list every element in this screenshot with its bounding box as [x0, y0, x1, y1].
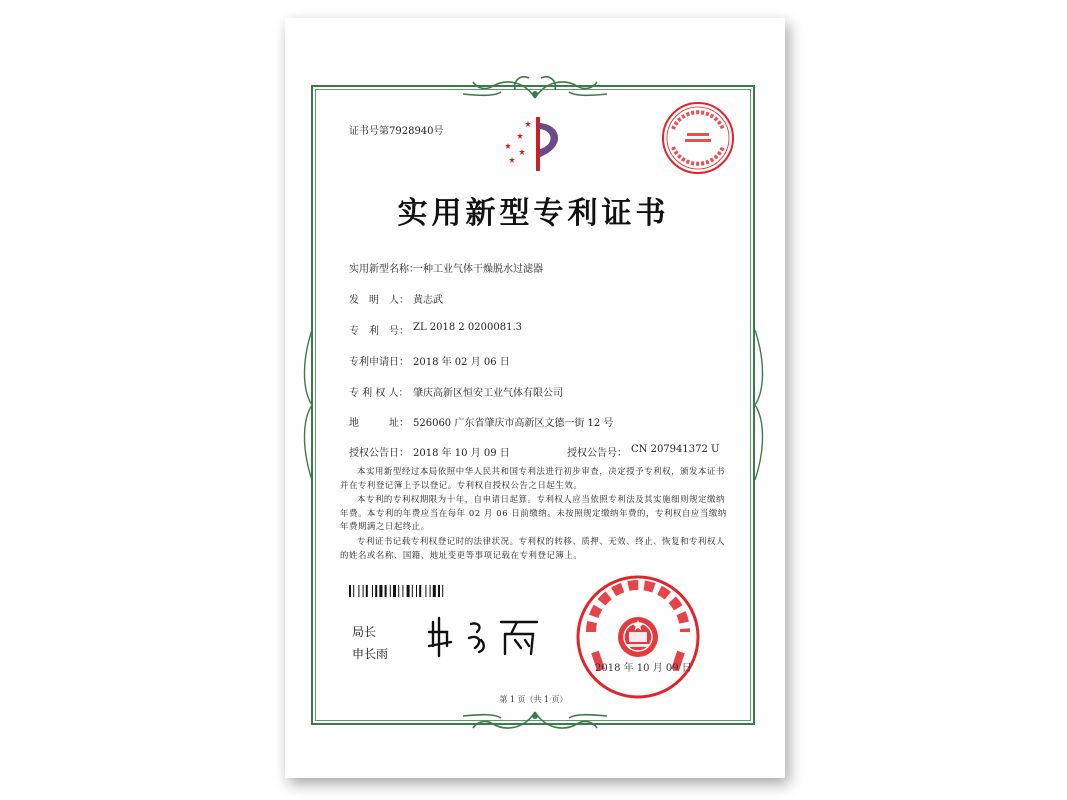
- certificate-title: 实用新型专利证书: [397, 196, 670, 231]
- barcode-bar: [412, 585, 413, 597]
- barcode: [349, 585, 475, 597]
- barcode-bar: [407, 585, 410, 597]
- barcode-bar: [393, 585, 396, 597]
- barcode-bar: [385, 585, 387, 597]
- field-label-address: 地 址：: [349, 418, 409, 429]
- field-value-inventor: 黄志武: [413, 295, 443, 306]
- barcode-bar: [366, 585, 368, 597]
- left-ornament: [298, 330, 320, 480]
- page-number: 第 1 页（共 1 页）: [499, 695, 568, 704]
- certificate-number: 证书号第7928940号: [349, 126, 444, 137]
- field-label-patentee: 专 利 权 人：: [349, 388, 409, 399]
- paragraph-register: 专利证书记载专利权登记时的法律状况。专利权的转移、质押、无效、终止、恢复和专利权人的姓名或名称、国籍、地址变更等事项记载在专利登记簿上。: [340, 536, 725, 560]
- barcode-bar: [398, 585, 399, 597]
- field-value-announce-no: CN 207941372 U: [631, 444, 720, 455]
- field-label-inventor: 发 明 人：: [349, 295, 409, 306]
- paragraph-term: 本专利的专利权期限为十年，自申请日起算。专利权人应当依照专利法及其实施细则规定缴纳年费。本专利的年费应当在每年 02 月 06 日前缴纳。未按照规定缴纳年费的，专利权自应当缴纳年费期满之日起终止。: [340, 494, 727, 532]
- director-title: 局长: [352, 625, 377, 639]
- field-value-grant-date: 2018 年 10 月 09 日: [413, 448, 510, 459]
- barcode-bar: [358, 585, 359, 597]
- top-ornament: [455, 64, 615, 104]
- barcode-bar: [425, 585, 426, 597]
- bottom-ornament: [455, 708, 615, 744]
- field-label-filing-date: 专利申请日：: [349, 357, 409, 368]
- barcode-bar: [442, 585, 443, 597]
- paragraph-grant: 本实用新型经过本局依照中华人民共和国专利法进行初步审查，决定授予专利权，颁发本证书并在专利登记簿上予以登记。专利权自授权公告之日起生效。: [340, 466, 725, 490]
- barcode-bar: [353, 585, 354, 597]
- field-value-patent-no: ZL 2018 2 0200081.3: [413, 322, 523, 333]
- field-value-patentee: 肇庆高新区恒安工业气体有限公司: [413, 388, 563, 399]
- barcode-bar: [390, 585, 391, 597]
- national-ip-office-seal: [573, 572, 703, 702]
- barcode-bar: [430, 585, 431, 597]
- seal-date: 2018 年 10 月 09 日: [595, 663, 692, 674]
- barcode-bar: [379, 585, 382, 597]
- field-value-address: 526060 广东省肇庆市高新区文德一街 12 号: [413, 418, 614, 429]
- barcode-bar: [438, 585, 440, 597]
- barcode-bar: [372, 585, 373, 597]
- barcode-bar: [416, 585, 417, 597]
- barcode-bar: [349, 585, 351, 597]
- barcode-bar: [375, 585, 377, 597]
- barcode-bar: [433, 585, 436, 597]
- field-label-name: 实用新型名称：: [349, 264, 419, 275]
- patent-office-logo-icon: [496, 113, 572, 173]
- agency-seal-stamp: [659, 99, 737, 177]
- barcode-bar: [419, 585, 421, 597]
- barcode-bar: [402, 585, 403, 597]
- field-value-name: 一种工业气体干燥脱水过滤器: [413, 264, 543, 275]
- director-name: 申长雨: [352, 647, 389, 661]
- field-value-filing-date: 2018 年 02 月 06 日: [413, 357, 510, 368]
- director-signature: [425, 612, 545, 658]
- right-ornament: [747, 330, 769, 480]
- field-label-grant-date: 授权公告日：: [349, 448, 409, 459]
- field-label-patent-no: 专 利 号：: [349, 326, 409, 337]
- barcode-bar: [363, 585, 364, 597]
- field-label-announce-no: 授权公告号：: [567, 448, 627, 459]
